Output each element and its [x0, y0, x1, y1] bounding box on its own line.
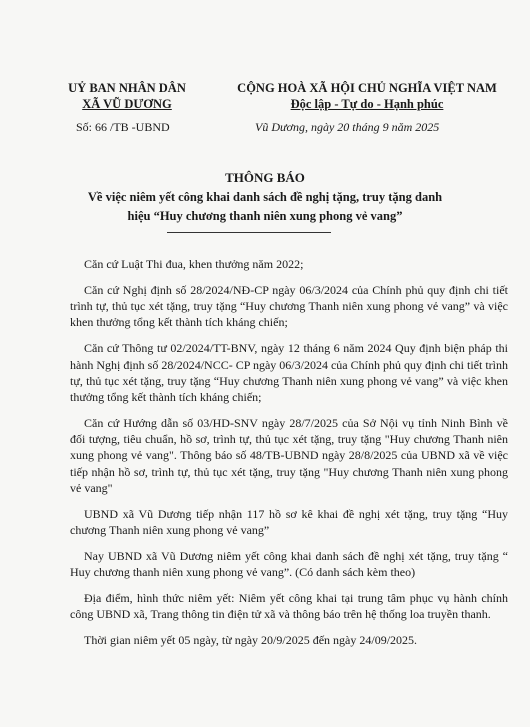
paragraph: UBND xã Vũ Dương tiếp nhận 117 hồ sơ kê khai đề nghị xét tặng, truy tặng “Huy chương Thanh niên xung phong vẻ vang” [70, 506, 508, 538]
document-subtitle-line-1: Về việc niêm yết công khai danh sách đề nghị tặng, truy tặng danh [87, 190, 443, 204]
motto: Độc lập - Tự do - Hạnh phúc [290, 97, 444, 111]
document-title: THÔNG BÁO [225, 170, 305, 185]
document-number: Số: 66 /TB -UBND [76, 120, 170, 134]
authority-line-2: XÃ VŨ DƯƠNG [82, 97, 172, 111]
title-divider [167, 232, 331, 233]
paragraph: Căn cứ Thông tư 02/2024/TT-BNV, ngày 12 tháng 6 năm 2024 Quy định biện pháp thi hành Nghị định số 28/2024/NCC- CP ngày 06/3/2024 của Chính phủ quy định chi tiết trình tự, thủ tục xét tặng, truy tặng “Huy chương Thanh niên xung phong vẻ vang” và việc khen thưởng tổng kết thành tích kháng chiến; [70, 341, 508, 405]
nation-name: CỘNG HOÀ XÃ HỘI CHỦ NGHĨA VIỆT NAM [237, 81, 497, 95]
paragraph: Căn cứ Luật Thi đua, khen thưởng năm 2022; [84, 257, 304, 271]
authority-line-1: UỶ BAN NHÂN DÂN [68, 81, 186, 95]
document-subtitle-line-2: hiệu “Huy chương thanh niên xung phong vẻ vang” [127, 209, 403, 223]
paragraph: Địa điểm, hình thức niêm yết: Niêm yết công khai tại trung tâm phục vụ hành chính công UBND xã, Trang thông tin điện tử xã và thông báo trên hệ thống loa truyền thanh. [70, 591, 508, 622]
paragraph: Nay UBND xã Vũ Dương niêm yết công khai danh sách đề nghị xét tặng, truy tặng “ Huy chương thanh niên xung phong vẻ vang”. (Có danh sách kèm theo) [70, 549, 508, 580]
issuing-authority [62, 80, 192, 112]
paragraph: Thời gian niêm yết 05 ngày, từ ngày 20/9/2025 đến ngày 24/09/2025. [84, 633, 418, 648]
paragraph: Căn cứ Hướng dẫn số 03/HD-SNV ngày 28/7/2025 của Sở Nội vụ tỉnh Ninh Bình về đối tượng, tiêu chuẩn, hồ sơ, trình tự, thủ tục xét tặng, truy tặng "Huy chương Thanh niên xung phong vẻ vang". Thông báo số 48/TB-UBND ngày 28/8/2025 của UBND xã về việc tiếp nhận hồ sơ, trình tự, thủ tục xét tặng, truy tặng "Huy chương Thanh niên xung phong vẻ vang" [70, 416, 508, 495]
paragraph: Căn cứ Nghị định số 28/2024/NĐ-CP ngày 06/3/2024 của Chính phủ quy định chi tiết trình tự, thủ tục xét tặng, truy tặng “Huy chương Thanh niên xung phong vẻ vang” và việc khen thưởng tổng kết thành tích kháng chiến; [70, 283, 508, 330]
national-motto [232, 80, 502, 112]
place-date: Vũ Dương, ngày 20 tháng 9 năm 2025 [255, 120, 440, 134]
document-body [70, 256, 508, 658]
